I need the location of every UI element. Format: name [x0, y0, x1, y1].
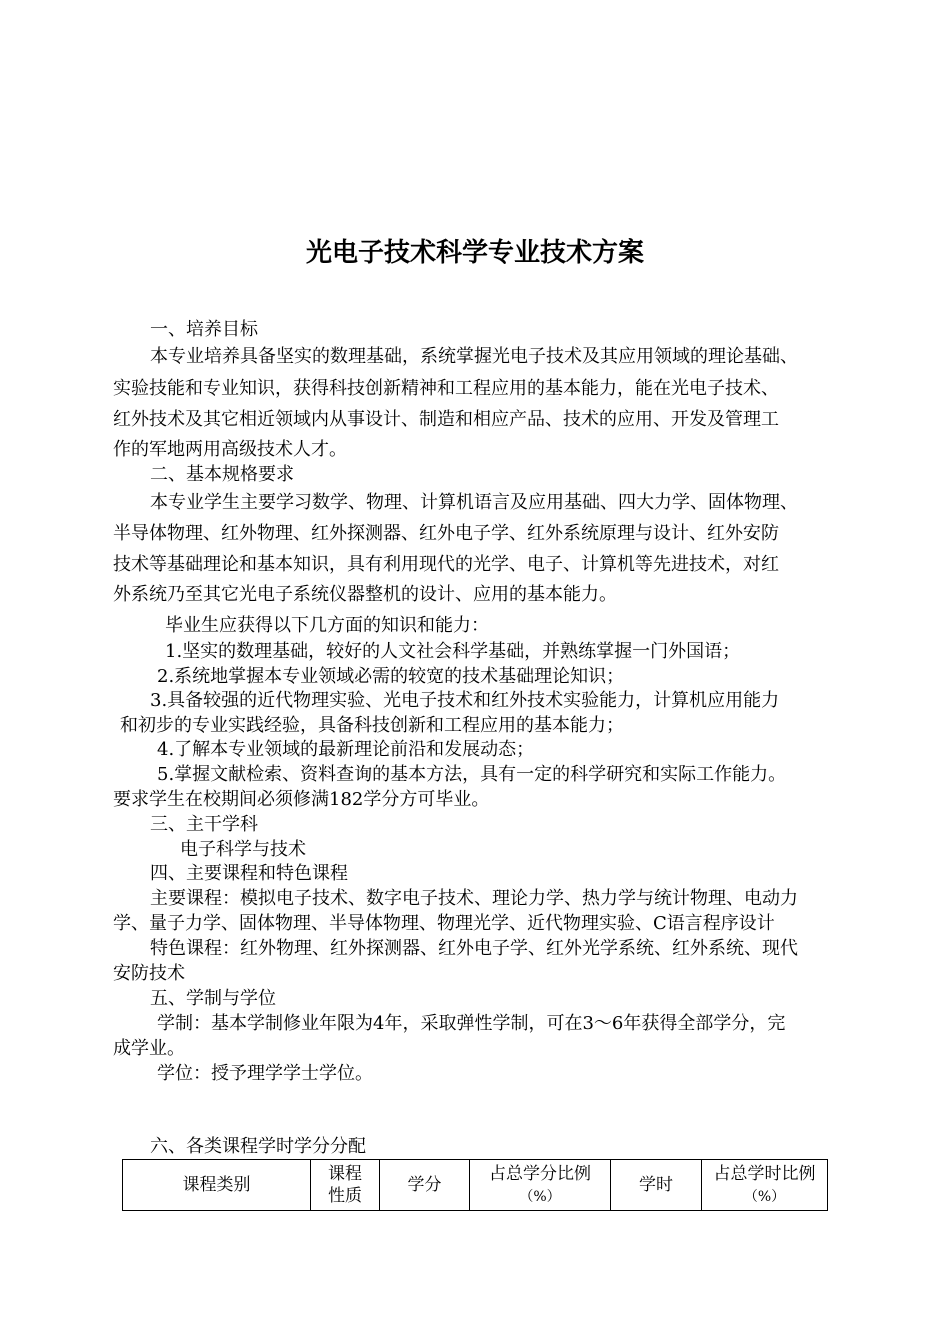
- paragraph-line: 特色课程：红外物理、红外探测器、红外电子学、红外光学系统、红外系统、现代: [150, 938, 798, 959]
- credit-allocation-table: [122, 1159, 828, 1211]
- paragraph-line: 学制：基本学制修业年限为4年，采取弹性学制，可在3～6年获得全部学分，完: [157, 1013, 786, 1034]
- list-item: 4.了解本专业领域的最新理论前沿和发展动态；: [157, 739, 535, 760]
- section-heading-discipline: 三、主干学科: [150, 814, 258, 835]
- header-course-category: 课程类别: [123, 1160, 311, 1211]
- paragraph-line: 学位：授予理学学士学位。: [157, 1063, 373, 1084]
- paragraph-line: 安防技术: [113, 963, 185, 984]
- section-heading-training-goal: 一、培养目标: [150, 319, 258, 340]
- paragraph-line: 要求学生在校期间必须修满182学分方可毕业。: [113, 789, 490, 810]
- list-item: 2.系统地掌握本专业领域必需的较宽的技术基础理论知识；: [157, 666, 625, 687]
- paragraph-line: 本专业培养具备坚实的数理基础，系统掌握光电子技术及其应用领域的理论基础、: [150, 346, 798, 367]
- list-item: 5.掌握文献检索、资料查询的基本方法，具有一定的科学研究和实际工作能力。: [157, 764, 787, 785]
- table-header-row: [123, 1160, 828, 1211]
- paragraph-line: 学、量子力学、固体物理、半导体物理、物理光学、近代物理实验、C语言程序设计: [113, 913, 775, 934]
- section-heading-degree: 五、学制与学位: [150, 988, 276, 1009]
- paragraph-line: 成学业。: [113, 1038, 185, 1059]
- list-item: 3.具备较强的近代物理实验、光电子技术和红外技术实验能力，计算机应用能力: [150, 690, 780, 711]
- paragraph-line: 电子科学与技术: [180, 839, 306, 860]
- list-item-continued: 和初步的专业实践经验，具备科技创新和工程应用的基本能力；: [120, 715, 624, 736]
- document-title: 光电子技术科学专业技术方案: [305, 238, 644, 268]
- paragraph-line: 技术等基础理论和基本知识，具有利用现代的光学、电子、计算机等先进技术，对红: [113, 554, 779, 575]
- header-credits: 学分: [380, 1160, 470, 1211]
- paragraph-line: 作的军地两用高级技术人才。: [113, 439, 347, 460]
- paragraph-line: 主要课程：模拟电子技术、数字电子技术、理论力学、热力学与统计物理、电动力: [150, 888, 798, 909]
- paragraph-line: 实验技能和专业知识，获得科技创新精神和工程应用的基本能力，能在光电子技术、: [113, 378, 779, 399]
- paragraph-line: 毕业生应获得以下几方面的知识和能力：: [165, 615, 489, 636]
- header-credit-ratio: 占总学分比例 （%）: [470, 1160, 611, 1211]
- paragraph-line: 半导体物理、红外物理、红外探测器、红外电子学、红外系统原理与设计、红外安防: [113, 523, 779, 544]
- section-heading-courses: 四、主要课程和特色课程: [150, 863, 348, 884]
- header-hours: 学时: [611, 1160, 702, 1211]
- list-item: 1.坚实的数理基础，较好的人文社会科学基础，并熟练掌握一门外国语；: [165, 641, 741, 662]
- paragraph-line: 红外技术及其它相近领域内从事设计、制造和相应产品、技术的应用、开发及管理工: [113, 409, 779, 430]
- paragraph-line: 本专业学生主要学习数学、物理、计算机语言及应用基础、四大力学、固体物理、: [150, 492, 798, 513]
- section-heading-requirements: 二、基本规格要求: [150, 464, 294, 485]
- header-course-nature: 课程 性质: [311, 1160, 380, 1211]
- header-hour-ratio: 占总学时比例 （%）: [702, 1160, 828, 1211]
- paragraph-line: 外系统乃至其它光电子系统仪器整机的设计、应用的基本能力。: [113, 584, 617, 605]
- section-heading-credit-allocation: 六、各类课程学时学分分配: [150, 1136, 366, 1157]
